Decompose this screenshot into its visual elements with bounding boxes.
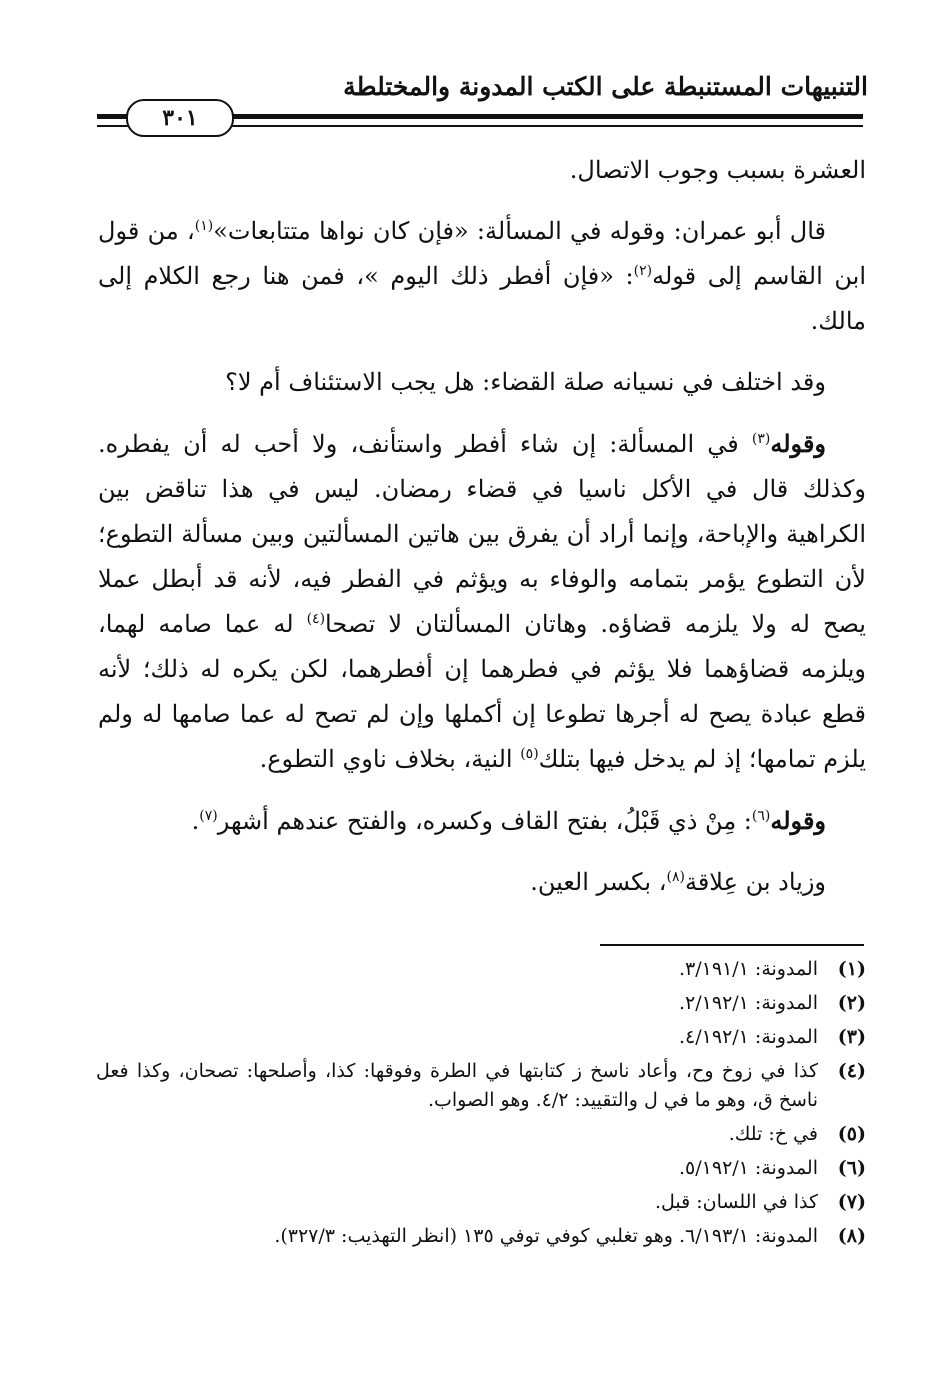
footnote-text: المدونة: ٤/١٩٢/١. — [679, 1026, 818, 1048]
footnote-separator — [600, 944, 864, 946]
paragraph-5 — [98, 798, 866, 844]
footnote-item — [96, 1222, 866, 1251]
page-number: ٣٠١ — [126, 99, 234, 137]
footnote-ref-3[interactable]: (٣) — [751, 431, 771, 447]
footnote-text: المدونة: ٢/١٩٢/١. — [679, 992, 818, 1014]
lead-word: وقوله — [770, 806, 826, 835]
footnote-text: كذا في اللسان: قبل. — [654, 1191, 818, 1213]
footnote-number: (٥) — [837, 1123, 866, 1145]
text-run: قال أبو عمران: وقوله في المسألة: «فإن كان نواها متتابعات» — [213, 217, 827, 245]
footnote-text: كذا في زوخ وح، وأعاد ناسخ ز كتابتها في الطرة وفوقها: كذا، وأصلحها: تصحان، وكذا فعل ناسخ ق، وهو ما في ل والتقييد: ٤/٢. وهو الصواب. — [96, 1060, 818, 1111]
footnote-item — [96, 1154, 866, 1183]
footnote-text: المدونة: ٥/١٩٢/١. — [679, 1157, 818, 1179]
footnote-ref-4[interactable]: (٤) — [306, 611, 326, 627]
footnote-ref-6[interactable]: (٦) — [751, 808, 771, 824]
text-run: . — [191, 807, 200, 835]
footnote-number: (٣) — [837, 1026, 866, 1048]
footnote-ref-7[interactable]: (٧) — [199, 808, 218, 824]
footnote-ref-5[interactable]: (٥) — [520, 746, 539, 762]
paragraph-6 — [98, 860, 866, 905]
footnote-ref-2[interactable]: (٢) — [633, 263, 653, 279]
paragraph-4 — [98, 421, 866, 782]
text-run: : مِنْ ذي قَبْلُ، بفتح القاف وكسره، والفتح عندهم أشهر — [217, 807, 752, 835]
running-title: التنبيهات المستنبطة على الكتب المدونة والمختلطة — [343, 72, 868, 101]
paragraph-3: وقد اختلف في نسيانه صلة القضاء: هل يجب الاستئناف أم لا؟ — [225, 368, 826, 396]
footnote-item — [96, 989, 866, 1018]
text-run: له عما صامه لهما، ويلزمه قضاؤهما فلا يؤثم في فطرهما إن أفطرهما، لكن يكره له ذلك؛ لأنه قطع عبادة يصح له أجرها تطوعا إن أكملها وإن لم تصح له عما صامها له ولم يلزم تمامها؛ إذ لم يدخل فيها بتلك — [98, 610, 866, 773]
footnote-item — [96, 955, 866, 984]
text-run: ، بكسر العين. — [530, 868, 667, 896]
footnote-item — [96, 1023, 866, 1052]
footnote-number: (٢) — [837, 992, 866, 1014]
footnote-number: (١) — [837, 958, 866, 980]
footnote-item — [96, 1120, 866, 1149]
footnote-number: (٨) — [837, 1225, 866, 1247]
footnote-ref-8[interactable]: (٨) — [666, 869, 685, 885]
paragraph-2 — [98, 209, 866, 344]
footnote-number: (٤) — [837, 1060, 866, 1082]
footnote-text: في خ: تلك. — [728, 1123, 818, 1145]
main-text — [98, 148, 866, 921]
text-run: ، من قول ابن القاسم إلى قوله — [98, 217, 866, 290]
footnote-ref-1[interactable]: (١) — [194, 218, 214, 234]
text-run: النية، بخلاف ناوي التطوع. — [259, 745, 521, 773]
lead-word: وقوله — [770, 429, 826, 458]
text-run: في المسألة: إن شاء أفطر واستأنف، ولا أحب له أن يفطره. وكذلك قال في الأكل ناسيا في قضاء رمضان. ليس في هذا تناقض بين الكراهية والإباحة، وإنما أراد أن يفرق بين هاتين المسألتين وبين مسألة التطوع؛ لأن التطوع يؤمر بتمامه والوفاء به ويؤثم في الفطر فيه، لأنه قد أبطل عملا يصح له ولا يلزمه قضاؤه. وهاتان المسألتان لا تصحا — [98, 430, 866, 638]
text-run: وزياد بن عِلاقة — [684, 868, 826, 896]
footnotes — [96, 955, 866, 1256]
footnote-number: (٦) — [837, 1157, 866, 1179]
footnote-item — [96, 1188, 866, 1217]
footnote-text: المدونة: ٣/١٩١/١. — [679, 958, 818, 980]
footnote-text: المدونة: ٦/١٩٣/١. وهو تغلبي كوفي توفي ١٣٥ (انظر التهذيب: ٣٢٧/٣). — [274, 1225, 818, 1247]
footnote-item — [96, 1057, 866, 1115]
footnote-number: (٧) — [837, 1191, 866, 1213]
text-run: : «فإن أفطر ذلك اليوم »، فمن هنا رجع الكلام إلى مالك. — [98, 262, 866, 335]
paragraph-1: العشرة بسبب وجوب الاتصال. — [569, 156, 866, 184]
